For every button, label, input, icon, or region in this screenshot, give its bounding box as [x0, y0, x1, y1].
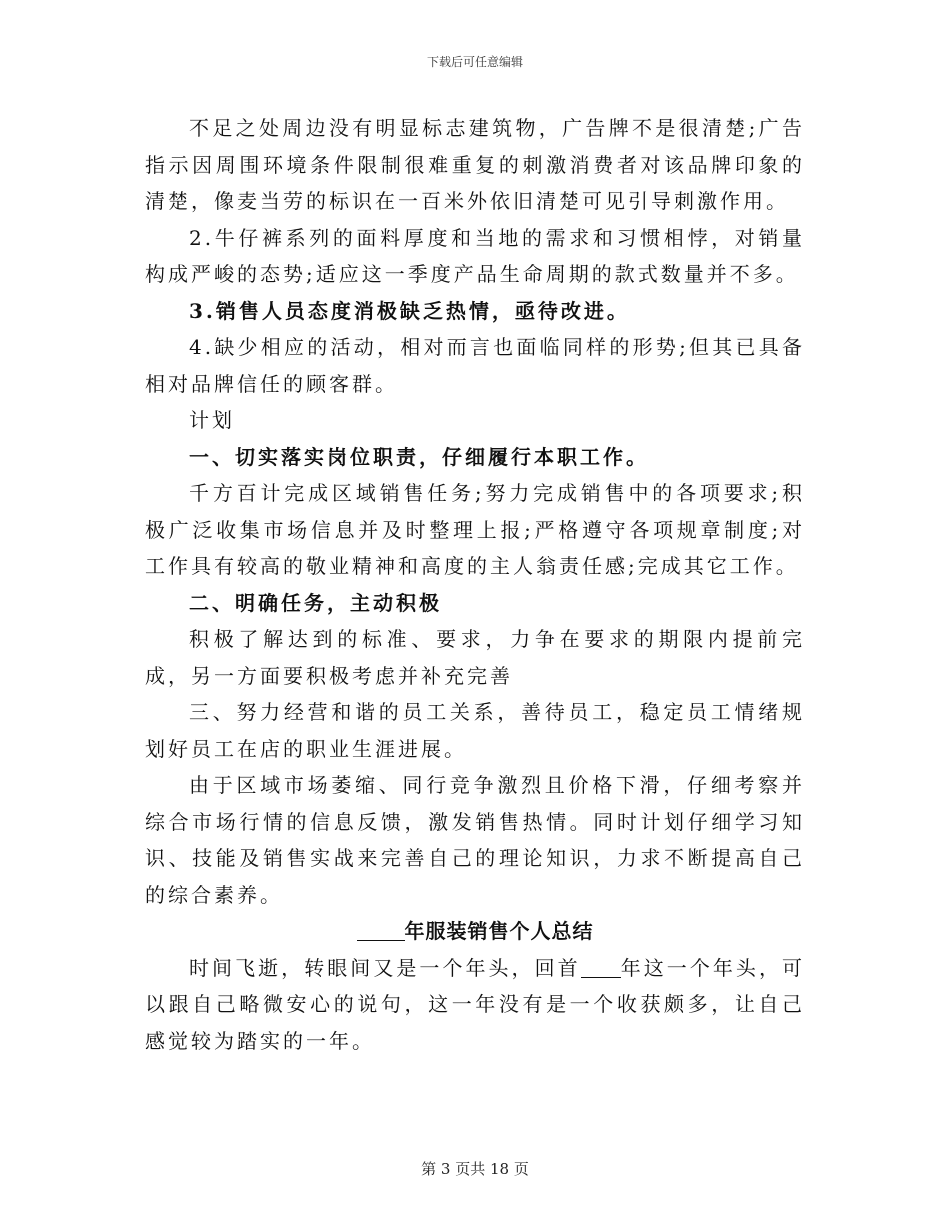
document-body [145, 110, 805, 1059]
plan-item-1-body: 千方百计完成区域销售任务;努力完成销售中的各项要求;积极广泛收集市场信息并及时整理上报;严格遵守各项规章制度;对工作具有较高的敬业精神和高度的主人翁责任感;完成其它工作。 [145, 481, 805, 578]
plan-item-3: 三、努力经营和谐的员工关系，善待员工，稳定员工情绪规划好员工在店的职业生涯进展。 [145, 700, 805, 761]
section-title [145, 913, 805, 950]
page-footer: 第 3 页共 18 页 [421, 1160, 529, 1178]
title-blank [357, 920, 405, 941]
paragraph-point-4: 4.缺少相应的活动，相对而言也面临同样的形势;但其已具备相对品牌信任的顾客群。 [145, 335, 805, 396]
closing-paragraph [145, 950, 805, 1060]
plan-item-1-heading: 一、切实落实岗位职责，仔细履行本职工作。 [189, 444, 649, 469]
year-blank [581, 957, 621, 978]
plan-item-2-body: 积极了解达到的标准、要求，力争在要求的期限内提前完成，另一方面要积极考虑并补充完善 [145, 627, 805, 688]
paragraph-point-3: 3.销售人员态度消极缺乏热情，亟待改进。 [189, 298, 630, 323]
closing-part2: 年这一个年头，可以跟自己略微安心的说句，这一年没有是一个收获颇多，让自己感觉较为踏实的一年。 [145, 955, 806, 1053]
closing-part1: 时间飞逝，转眼间又是一个年头，回首 [189, 955, 581, 980]
plan-item-2-heading: 二、明确任务，主动积极 [189, 590, 442, 615]
plan-heading: 计划 [189, 408, 235, 432]
paragraph-point-2: 2.牛仔裤系列的面料厚度和当地的需求和习惯相悖，对销量构成严峻的态势;适应这一季度产品生命周期的款式数量并不多。 [145, 225, 805, 286]
paragraph-shortcomings: 不足之处周边没有明显标志建筑物，广告牌不是很清楚;广告指示因周围环境条件限制很难重复的刺激消费者对该品牌印象的清楚，像麦当劳的标识在一百米外依旧清楚可见引导刺激作用。 [145, 116, 805, 213]
section-title-text: 年服装销售个人总结 [404, 919, 594, 943]
page-header: 下载后可任意编辑 [426, 55, 523, 69]
paragraph-market: 由于区域市场萎缩、同行竞争激烈且价格下滑，仔细考察并综合市场行情的信息反馈，激发销售热情。同时计划仔细学习知识、技能及销售实战来完善自己的理论知识，力求不断提高自己的综合素养。 [145, 773, 805, 907]
